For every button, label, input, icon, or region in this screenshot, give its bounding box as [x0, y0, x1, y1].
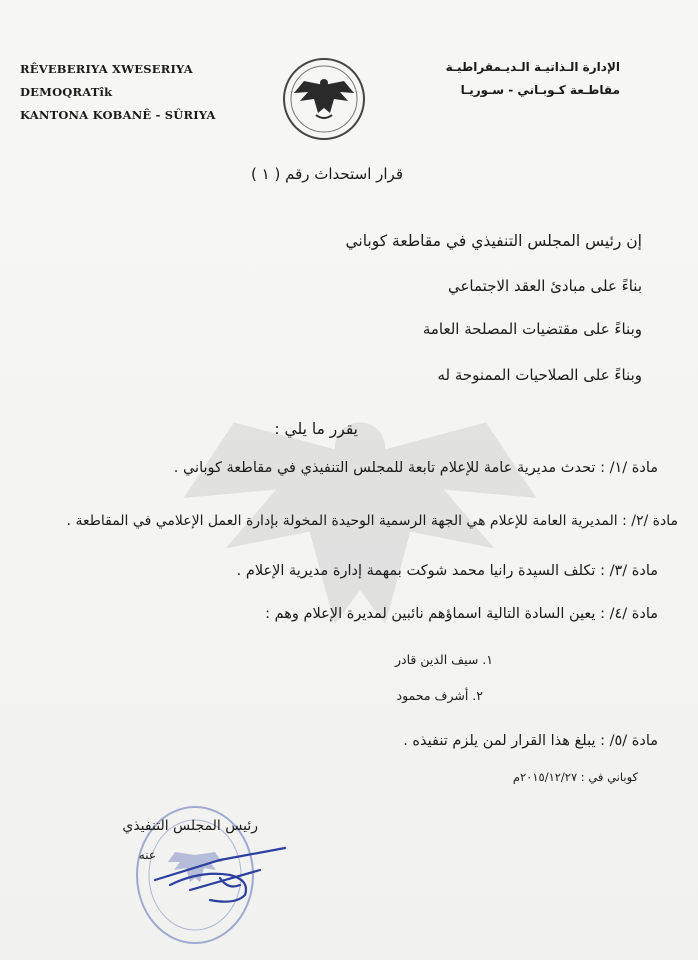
eagle-emblem-icon — [280, 55, 368, 143]
handwritten-signature-icon — [150, 840, 290, 910]
intro-line-3: وبناءً على مقتضيات المصلحة العامة — [422, 320, 642, 338]
article-4: مادة /٤/ : يعين السادة التالية اسماؤهم نائبين لمديرة الإعلام وهم : — [265, 606, 658, 622]
header-arabic — [390, 56, 620, 102]
intro-line-2: بناءً على مبادئ العقد الاجتماعي — [447, 277, 642, 295]
article-1: مادة /١/ : تحدث مديرية عامة للإعلام تابعة للمجلس التنفيذي في مقاطعة كوباني . — [173, 460, 658, 476]
eagle-watermark-icon — [150, 330, 570, 750]
intro-line-1: إن رئيس المجلس التنفيذي في مقاطعة كوباني — [345, 232, 642, 250]
header-latin-line1: RÊVEBERIYA XWESERIYA DEMOQRATîk — [20, 62, 193, 99]
signature-title: رئيس المجلس التنفيذي — [122, 818, 258, 834]
article-2: مادة /٢/ : المديرية العامة للإعلام هي الجهة الرسمية الوحيدة المخولة بإدارة العمل الإعلامي في المقاطعة . — [66, 513, 678, 529]
header-latin — [20, 58, 270, 127]
member-item-1: ١. سيف الدين قادر — [394, 652, 493, 667]
article-3: مادة /٣/ : تكلف السيدة رانيا محمد شوكت بمهمة إدارة مديرية الإعلام . — [236, 563, 658, 579]
decides-heading: يقرر ما يلي : — [274, 420, 358, 438]
intro-line-4: وبناءً على الصلاحيات الممنوحة له — [437, 366, 642, 384]
signature-prefix: عنه — [138, 848, 156, 862]
header-latin-line2: KANTONA KOBANÊ - SÛRIYA — [20, 108, 216, 122]
header-arabic-line2: مقاطـعة كـوبـاني - سـوريـا — [460, 83, 620, 97]
date-line: كوباني في : ٢٠١٥/١٢/٢٧م — [512, 770, 638, 784]
header-arabic-line1: الإدارة الـذاتيـة الـديـمقراطيـة — [445, 60, 620, 74]
decision-title: قرار استحداث رقم ( ١ ) — [251, 165, 403, 183]
member-item-2: ٢. أشرف محمود — [396, 688, 483, 703]
article-5: مادة /٥/ : يبلغ هذا القرار لمن يلزم تنفيذه . — [403, 733, 658, 749]
